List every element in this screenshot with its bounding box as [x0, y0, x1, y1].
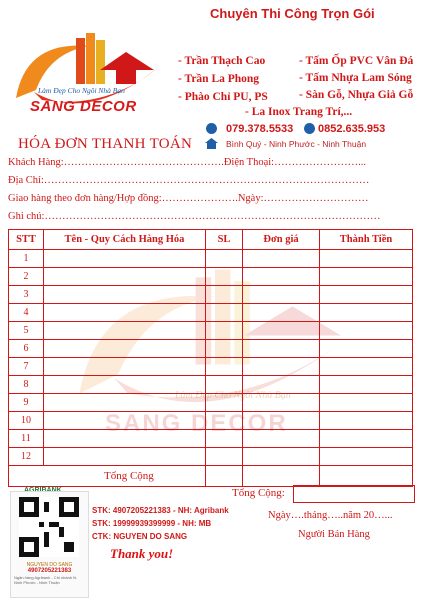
table-cell[interactable] — [44, 376, 206, 394]
table-cell[interactable] — [206, 250, 243, 268]
phone-icon — [304, 123, 315, 134]
table-row — [9, 304, 413, 322]
table-cell[interactable] — [320, 448, 413, 466]
table-cell[interactable] — [206, 268, 243, 286]
col-name: Tên - Quy Cách Hàng Hóa — [44, 230, 206, 250]
table-header-row — [9, 230, 413, 250]
table-cell[interactable] — [44, 358, 206, 376]
table-cell[interactable] — [243, 412, 320, 430]
table-cell[interactable] — [320, 376, 413, 394]
table-cell[interactable] — [243, 340, 320, 358]
table-cell[interactable] — [243, 250, 320, 268]
table-row — [9, 448, 413, 466]
phone-icon — [206, 123, 217, 134]
address: Bình Quý - Ninh Phước - Ninh Thuận — [226, 139, 367, 149]
table-cell[interactable] — [320, 340, 413, 358]
row-number: 10 — [9, 412, 44, 430]
items-table — [8, 229, 413, 487]
table-cell[interactable] — [320, 322, 413, 340]
table-cell[interactable] — [320, 358, 413, 376]
table-cell[interactable] — [44, 448, 206, 466]
table-total-label: Tổng Cộng — [9, 466, 206, 487]
table-cell[interactable] — [44, 340, 206, 358]
table-cell[interactable] — [206, 376, 243, 394]
grand-total-input[interactable] — [293, 485, 415, 503]
table-cell[interactable] — [243, 358, 320, 376]
table-cell[interactable] — [44, 412, 206, 430]
row-number: 9 — [9, 394, 44, 412]
row-number: 11 — [9, 430, 44, 448]
table-cell[interactable] — [206, 430, 243, 448]
header-title: Chuyên Thi Công Trọn Gói — [210, 6, 375, 21]
table-cell[interactable] — [320, 466, 413, 487]
address-field[interactable]: Địa Chỉ:………………………………………………………………………………… — [8, 175, 370, 186]
table-cell[interactable] — [44, 394, 206, 412]
row-number: 2 — [9, 268, 44, 286]
table-cell[interactable] — [243, 466, 320, 487]
table-cell[interactable] — [320, 430, 413, 448]
table-row — [9, 268, 413, 286]
table-total-row — [9, 466, 413, 487]
table-cell[interactable] — [206, 394, 243, 412]
table-cell[interactable] — [243, 448, 320, 466]
table-row — [9, 358, 413, 376]
seller-label: Người Bán Hàng — [298, 529, 370, 540]
row-number: 5 — [9, 322, 44, 340]
table-cell[interactable] — [44, 322, 206, 340]
table-cell[interactable] — [206, 286, 243, 304]
table-cell[interactable] — [243, 304, 320, 322]
date-field[interactable]: Ngày….tháng…..năm 20…... — [268, 510, 393, 521]
row-number: 1 — [9, 250, 44, 268]
service-7: - La Inox Trang Trí,... — [245, 106, 353, 118]
row-number: 7 — [9, 358, 44, 376]
table-row — [9, 376, 413, 394]
delivery-field[interactable]: Giao hàng theo đơn hàng/Hợp đồng:………………….Ngày:………………………… — [8, 193, 369, 204]
bank-account-1: STK: 4907205221383 - NH: Agribank — [92, 506, 229, 515]
customer-field[interactable]: Khách Hàng:……………………………………….Điện Thoại:……………………... — [8, 157, 366, 168]
brand-name: SANG DECOR — [30, 98, 137, 115]
table-cell[interactable] — [320, 394, 413, 412]
service-1: - Trần Thạch Cao — [178, 55, 266, 67]
qr-card — [10, 491, 89, 598]
table-cell[interactable] — [320, 412, 413, 430]
service-5: - Tấm Nhựa Lam Sóng — [299, 72, 412, 84]
col-qty: SL — [206, 230, 243, 250]
grand-total-label: Tổng Cộng: — [232, 487, 285, 499]
brand-slogan: Làm Đẹp Cho Ngôi Nhà Bạn — [38, 86, 125, 95]
watermark-brand: SANG DECOR — [105, 410, 288, 437]
table-row — [9, 340, 413, 358]
qr-account: 4907205221383 — [27, 568, 72, 574]
table-cell[interactable] — [44, 430, 206, 448]
service-6: - Sàn Gỗ, Nhựa Giả Gỗ — [299, 89, 414, 101]
table-cell[interactable] — [243, 286, 320, 304]
row-number: 4 — [9, 304, 44, 322]
table-cell[interactable] — [320, 268, 413, 286]
table-cell[interactable] — [206, 340, 243, 358]
table-row — [9, 286, 413, 304]
table-row — [9, 430, 413, 448]
row-number: 8 — [9, 376, 44, 394]
table-cell[interactable] — [243, 394, 320, 412]
table-cell[interactable] — [44, 250, 206, 268]
table-row — [9, 250, 413, 268]
col-price: Đơn giá — [243, 230, 320, 250]
table-cell[interactable] — [320, 304, 413, 322]
table-cell[interactable] — [243, 430, 320, 448]
table-cell[interactable] — [44, 304, 206, 322]
invoice-title: HÓA ĐƠN THANH TOÁN — [18, 136, 193, 152]
thank-you-text: Thank you! — [110, 546, 174, 561]
service-3: - Phào Chỉ PU, PS — [178, 91, 268, 103]
table-cell[interactable] — [44, 286, 206, 304]
table-cell[interactable] — [206, 322, 243, 340]
col-total: Thành Tiền — [320, 230, 413, 250]
table-row — [9, 322, 413, 340]
qr-code-icon — [19, 497, 79, 557]
row-number: 6 — [9, 340, 44, 358]
table-cell[interactable] — [243, 322, 320, 340]
table-cell[interactable] — [206, 304, 243, 322]
bank-account-2: STK: 19999939399999 - NH: MB — [92, 519, 212, 528]
table-cell[interactable] — [320, 250, 413, 268]
table-cell[interactable] — [206, 412, 243, 430]
qr-bank-info: Ngân hàng Agribank - Chi nhánh N. Ninh Phước - Ninh Thuận — [14, 575, 78, 585]
service-2: - Trần La Phong — [178, 73, 260, 85]
note-field[interactable]: Ghi chú:…………………………………………………………………………………… — [8, 211, 381, 222]
table-cell[interactable] — [320, 286, 413, 304]
table-cell[interactable] — [243, 376, 320, 394]
table-cell[interactable] — [206, 466, 243, 487]
row-number: 3 — [9, 286, 44, 304]
watermark-slogan: Làm Đẹp Cho Ngôi Nhà Bạn — [175, 390, 291, 401]
service-4: - Tấm Ốp PVC Vân Đá — [299, 55, 414, 67]
home-icon — [205, 138, 218, 149]
phone-1: 079.378.5533 — [226, 123, 294, 135]
col-stt: STT — [9, 230, 44, 250]
qr-name: NGUYEN DO SANG — [26, 562, 73, 568]
table-row — [9, 412, 413, 430]
table-cell[interactable] — [44, 268, 206, 286]
table-row — [9, 394, 413, 412]
table-cell[interactable] — [243, 268, 320, 286]
table-cell[interactable] — [206, 358, 243, 376]
phone-2: 0852.635.953 — [318, 123, 386, 135]
table-cell[interactable] — [206, 448, 243, 466]
account-holder: CTK: NGUYEN DO SANG — [92, 532, 188, 541]
row-number: 12 — [9, 448, 44, 466]
